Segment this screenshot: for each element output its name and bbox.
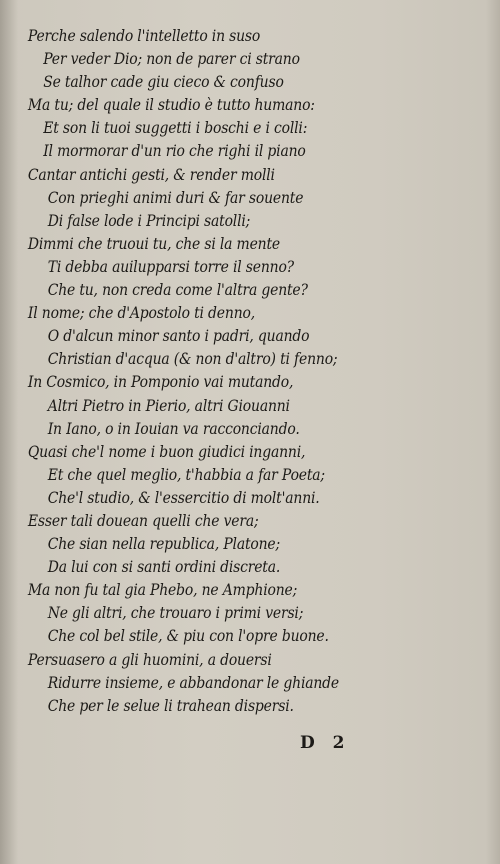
- signature-mark: D 2: [300, 733, 351, 753]
- verse-line: Ti debba auilupparsi torre il senno?: [47, 257, 294, 276]
- verse-text: [0, 25, 500, 718]
- verse-line: Quasi che'l nome i buon giudici inganni,: [27, 442, 306, 461]
- verse-line: Esser tali douean quelli che vera;: [27, 511, 259, 530]
- verse-line: Che per le selue li trahean dispersi.: [47, 696, 294, 715]
- verse-line: Che sian nella republica, Platone;: [47, 535, 280, 554]
- verse-line: Ridurre insieme, e abbandonar le ghiande: [47, 673, 340, 692]
- verse-line: Et son li tuoi suggetti i boschi e i colli:: [43, 119, 308, 138]
- verse-line: Il nome; che d'Apostolo ti denno,: [27, 304, 255, 323]
- verse-line: Persuasero a gli huomini, a douersi: [27, 650, 272, 669]
- verse-line: Se talhor cade giu cieco & confuso: [43, 73, 284, 92]
- verse-line: Ma tu; del quale il studio è tutto humano:: [27, 96, 315, 115]
- verse-line: Cantar antichi gesti, & render molli: [27, 165, 275, 184]
- verse-line: Ne gli altri, che trouaro i primi versi;: [47, 604, 304, 623]
- verse-line: Perche salendo l'intelletto in suso: [27, 27, 261, 45]
- verse-line: Il mormorar d'un rio che righi il piano: [43, 142, 306, 161]
- verse-line: Ma non fu tal gia Phebo, ne Amphione;: [27, 581, 298, 600]
- verse-line: O d'alcun minor santo i padri, quando: [47, 327, 310, 346]
- verse-line: Per veder Dio; non de parer ci strano: [43, 50, 300, 69]
- verse-line: In Cosmico, in Pomponio vai mutando,: [27, 373, 294, 392]
- verse-line: Che tu, non creda come l'altra gente?: [47, 281, 308, 300]
- verse-line: Di false lode i Principi satolli;: [47, 211, 251, 230]
- verse-line: Che col bel stile, & piu con l'opre buone.: [47, 627, 329, 646]
- verse-line: In Iano, o in Iouian va racconciando.: [47, 419, 300, 438]
- verse-line: Christian d'acqua (& non d'altro) ti fenno;: [47, 350, 338, 369]
- verse-line: Et che quel meglio, t'habbia a far Poeta;: [47, 465, 325, 484]
- verse-line: Che'l studio, & l'essercitio di molt'anni.: [47, 488, 320, 507]
- verse-line: Dimmi che truoui tu, che si la mente: [27, 234, 280, 253]
- verse-line: Con prieghi animi duri & far souente: [47, 188, 304, 207]
- verse-line: Altri Pietro in Pierio, altri Giouanni: [47, 396, 290, 415]
- verse-line: Da lui con si santi ordini discreta.: [47, 558, 281, 577]
